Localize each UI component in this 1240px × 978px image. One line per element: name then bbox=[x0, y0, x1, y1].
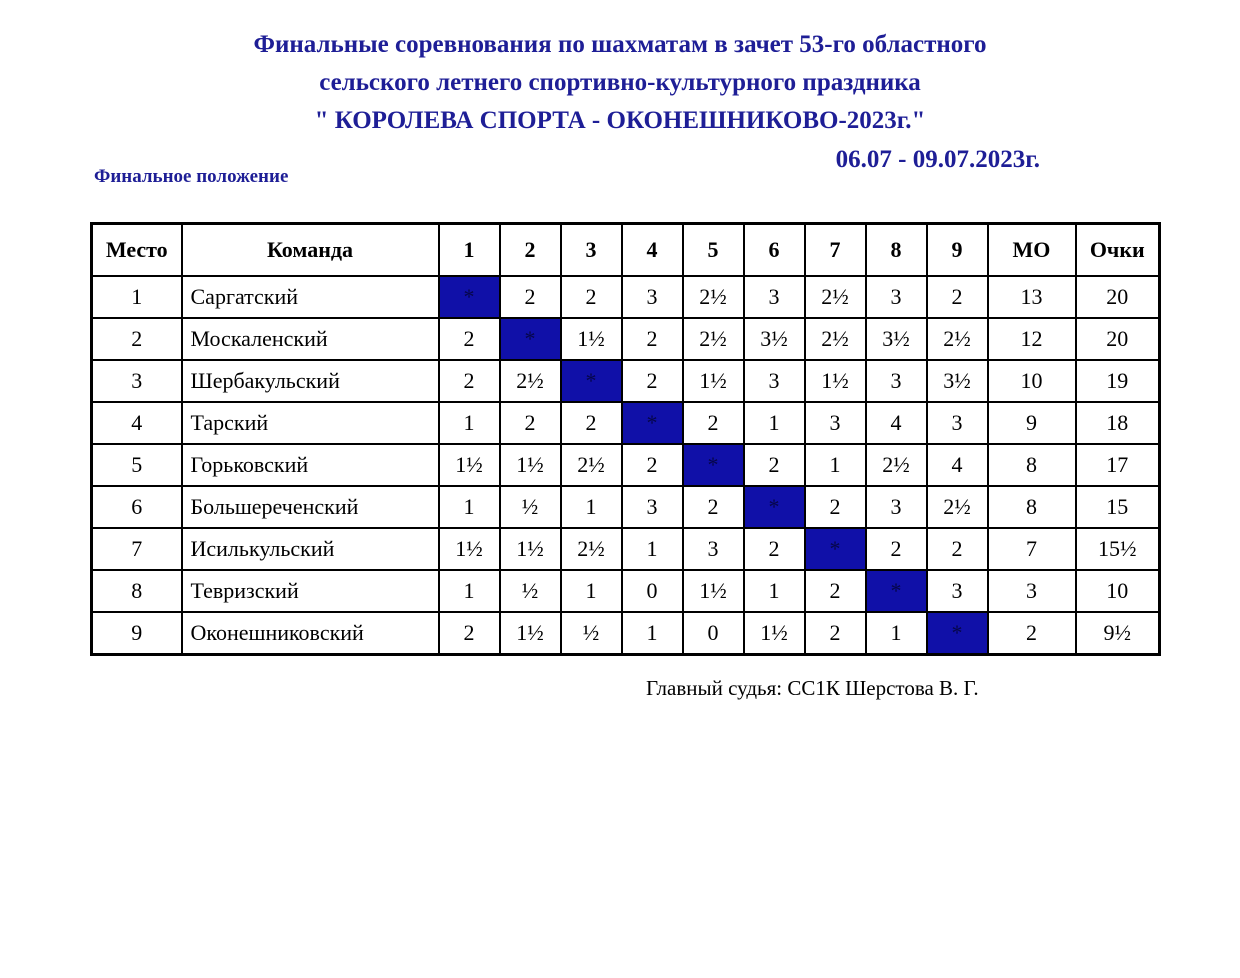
result-cell: 2 bbox=[866, 528, 927, 570]
result-cell: 2½ bbox=[805, 276, 866, 318]
col-header-team: Команда bbox=[182, 224, 439, 277]
result-cell: 1½ bbox=[561, 318, 622, 360]
result-cell: 2 bbox=[927, 528, 988, 570]
result-cell: 2½ bbox=[805, 318, 866, 360]
crosstable bbox=[90, 222, 1161, 656]
mo-cell: 7 bbox=[988, 528, 1076, 570]
header-row bbox=[92, 224, 1160, 277]
points-cell: 9½ bbox=[1076, 612, 1160, 655]
result-cell: 1½ bbox=[683, 570, 744, 612]
result-cell: 2 bbox=[439, 318, 500, 360]
points-cell: 18 bbox=[1076, 402, 1160, 444]
result-cell: 1 bbox=[439, 402, 500, 444]
mo-cell: 13 bbox=[988, 276, 1076, 318]
result-cell: 1 bbox=[622, 528, 683, 570]
result-cell: ½ bbox=[561, 612, 622, 655]
result-cell: 2 bbox=[500, 276, 561, 318]
result-cell: 3 bbox=[866, 486, 927, 528]
diagonal-cell: * bbox=[744, 486, 805, 528]
result-cell: 2½ bbox=[683, 276, 744, 318]
table-row bbox=[92, 612, 1160, 655]
diagonal-cell: * bbox=[561, 360, 622, 402]
result-cell: 1½ bbox=[500, 528, 561, 570]
title-block bbox=[0, 26, 1240, 140]
result-cell: 1½ bbox=[439, 444, 500, 486]
result-cell: 3 bbox=[866, 360, 927, 402]
result-cell: 2½ bbox=[683, 318, 744, 360]
team-name-cell: Шербакульский bbox=[182, 360, 439, 402]
result-cell: 3½ bbox=[744, 318, 805, 360]
place-cell: 1 bbox=[92, 276, 182, 318]
result-cell: 2 bbox=[500, 402, 561, 444]
diagonal-cell: * bbox=[866, 570, 927, 612]
result-cell: 3 bbox=[683, 528, 744, 570]
result-cell: 3 bbox=[927, 402, 988, 444]
diagonal-cell: * bbox=[683, 444, 744, 486]
result-cell: 3 bbox=[622, 486, 683, 528]
result-cell: 2 bbox=[805, 612, 866, 655]
diagonal-cell: * bbox=[622, 402, 683, 444]
team-name-cell: Саргатский bbox=[182, 276, 439, 318]
diagonal-cell: * bbox=[927, 612, 988, 655]
team-name-cell: Тарский bbox=[182, 402, 439, 444]
result-cell: 0 bbox=[622, 570, 683, 612]
meta-row bbox=[0, 140, 1240, 222]
result-cell: 2 bbox=[805, 486, 866, 528]
table-row bbox=[92, 444, 1160, 486]
result-cell: 3 bbox=[927, 570, 988, 612]
place-cell: 3 bbox=[92, 360, 182, 402]
place-cell: 7 bbox=[92, 528, 182, 570]
result-cell: 4 bbox=[927, 444, 988, 486]
result-cell: 1 bbox=[805, 444, 866, 486]
result-cell: 2½ bbox=[500, 360, 561, 402]
result-cell: 1 bbox=[439, 570, 500, 612]
mo-cell: 12 bbox=[988, 318, 1076, 360]
col-header-8: 8 bbox=[866, 224, 927, 277]
result-cell: 2 bbox=[744, 444, 805, 486]
result-cell: 2 bbox=[622, 444, 683, 486]
mo-cell: 10 bbox=[988, 360, 1076, 402]
result-cell: 2 bbox=[561, 402, 622, 444]
result-cell: 1½ bbox=[683, 360, 744, 402]
standings-label: Финальное положение bbox=[94, 166, 289, 187]
place-cell: 8 bbox=[92, 570, 182, 612]
col-header-5: 5 bbox=[683, 224, 744, 277]
points-cell: 20 bbox=[1076, 276, 1160, 318]
result-cell: 2½ bbox=[561, 444, 622, 486]
diagonal-cell: * bbox=[439, 276, 500, 318]
team-name-cell: Исилькульский bbox=[182, 528, 439, 570]
table-row bbox=[92, 486, 1160, 528]
result-cell: 0 bbox=[683, 612, 744, 655]
result-cell: 2 bbox=[683, 486, 744, 528]
date-range: 06.07 - 09.07.2023г. bbox=[835, 146, 1040, 173]
crosstable-body bbox=[92, 276, 1160, 655]
result-cell: 4 bbox=[866, 402, 927, 444]
title-line-3: " КОРОЛЕВА СПОРТА - ОКОНЕШНИКОВО-2023г." bbox=[314, 107, 926, 134]
mo-cell: 8 bbox=[988, 486, 1076, 528]
result-cell: 1 bbox=[561, 570, 622, 612]
result-cell: 2 bbox=[805, 570, 866, 612]
points-cell: 20 bbox=[1076, 318, 1160, 360]
result-cell: 2 bbox=[622, 360, 683, 402]
team-name-cell: Москаленский bbox=[182, 318, 439, 360]
diagonal-cell: * bbox=[805, 528, 866, 570]
table-row bbox=[92, 360, 1160, 402]
result-cell: ½ bbox=[500, 570, 561, 612]
place-cell: 9 bbox=[92, 612, 182, 655]
result-cell: 1½ bbox=[500, 444, 561, 486]
team-name-cell: Большереченский bbox=[182, 486, 439, 528]
result-cell: 3 bbox=[622, 276, 683, 318]
place-cell: 2 bbox=[92, 318, 182, 360]
result-cell: ½ bbox=[500, 486, 561, 528]
result-cell: 1½ bbox=[744, 612, 805, 655]
table-row bbox=[92, 276, 1160, 318]
title-line-2: сельского летнего спортивно-культурного праздника bbox=[319, 69, 921, 96]
result-cell: 3½ bbox=[866, 318, 927, 360]
col-header-6: 6 bbox=[744, 224, 805, 277]
result-cell: 1½ bbox=[500, 612, 561, 655]
result-cell: 1½ bbox=[439, 528, 500, 570]
place-cell: 5 bbox=[92, 444, 182, 486]
result-cell: 3 bbox=[866, 276, 927, 318]
mo-cell: 2 bbox=[988, 612, 1076, 655]
place-cell: 6 bbox=[92, 486, 182, 528]
col-header-points: Очки bbox=[1076, 224, 1160, 277]
result-cell: 2 bbox=[927, 276, 988, 318]
col-header-2: 2 bbox=[500, 224, 561, 277]
result-cell: 3 bbox=[805, 402, 866, 444]
team-name-cell: Горьковский bbox=[182, 444, 439, 486]
col-header-7: 7 bbox=[805, 224, 866, 277]
mo-cell: 8 bbox=[988, 444, 1076, 486]
result-cell: 3 bbox=[744, 276, 805, 318]
place-cell: 4 bbox=[92, 402, 182, 444]
result-cell: 2½ bbox=[561, 528, 622, 570]
table-row bbox=[92, 528, 1160, 570]
team-name-cell: Тевризский bbox=[182, 570, 439, 612]
result-cell: 2 bbox=[683, 402, 744, 444]
result-cell: 2½ bbox=[866, 444, 927, 486]
result-cell: 3 bbox=[744, 360, 805, 402]
result-cell: 2 bbox=[561, 276, 622, 318]
table-row bbox=[92, 570, 1160, 612]
col-header-4: 4 bbox=[622, 224, 683, 277]
result-cell: 1 bbox=[866, 612, 927, 655]
col-header-place: Место bbox=[92, 224, 182, 277]
result-cell: 1 bbox=[439, 486, 500, 528]
team-name-cell: Оконешниковский bbox=[182, 612, 439, 655]
points-cell: 15 bbox=[1076, 486, 1160, 528]
table-row bbox=[92, 402, 1160, 444]
result-cell: 2 bbox=[622, 318, 683, 360]
result-cell: 1 bbox=[622, 612, 683, 655]
table-row bbox=[92, 318, 1160, 360]
result-cell: 2½ bbox=[927, 318, 988, 360]
result-cell: 1½ bbox=[805, 360, 866, 402]
col-header-mo: МО bbox=[988, 224, 1076, 277]
result-cell: 2 bbox=[439, 612, 500, 655]
result-cell: 2 bbox=[439, 360, 500, 402]
title-line-1: Финальные соревнования по шахматам в зачет 53-го областного bbox=[253, 31, 987, 58]
mo-cell: 3 bbox=[988, 570, 1076, 612]
referee-line: Главный судья: СС1К Шерстова В. Г. bbox=[646, 676, 979, 700]
result-cell: 2½ bbox=[927, 486, 988, 528]
points-cell: 17 bbox=[1076, 444, 1160, 486]
col-header-3: 3 bbox=[561, 224, 622, 277]
points-cell: 19 bbox=[1076, 360, 1160, 402]
result-cell: 1 bbox=[561, 486, 622, 528]
mo-cell: 9 bbox=[988, 402, 1076, 444]
result-cell: 1 bbox=[744, 402, 805, 444]
diagonal-cell: * bbox=[500, 318, 561, 360]
result-cell: 1 bbox=[744, 570, 805, 612]
result-cell: 3½ bbox=[927, 360, 988, 402]
col-header-9: 9 bbox=[927, 224, 988, 277]
col-header-1: 1 bbox=[439, 224, 500, 277]
result-cell: 2 bbox=[744, 528, 805, 570]
points-cell: 10 bbox=[1076, 570, 1160, 612]
points-cell: 15½ bbox=[1076, 528, 1160, 570]
